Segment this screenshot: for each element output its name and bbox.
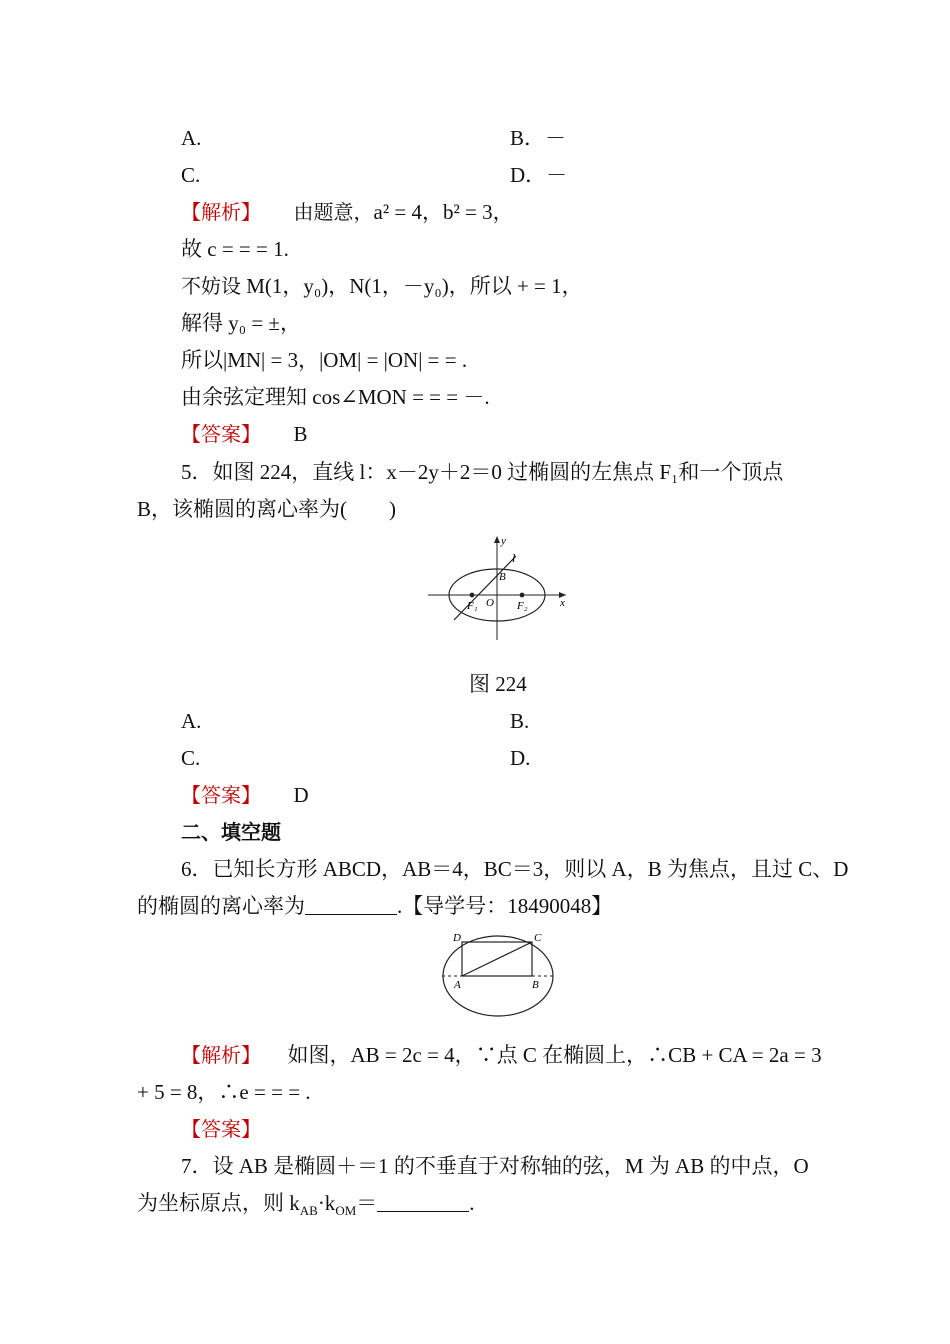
- label-f2: F₂: [517, 600, 528, 612]
- q4-answer: B: [293, 422, 308, 446]
- q4-solution-line-1: [181, 198, 514, 226]
- line-l: [454, 556, 516, 620]
- q5-option-a: A.: [181, 709, 202, 733]
- label-c: C: [534, 932, 542, 944]
- label-d: D: [453, 932, 461, 944]
- label-f1: F₁: [467, 600, 478, 612]
- q4-sol-1-text: 由题意，: [293, 200, 374, 224]
- q6-stem-line-1: 6．已知长方形 ABCD，AB＝4，BC＝3，则以 A，B 为焦点，且过 C、D: [181, 857, 849, 881]
- q7-sub-om: OM: [335, 1203, 357, 1219]
- q7-stem-2-post: ＝: [356, 1191, 378, 1215]
- q4-sol-3-math: M(1，y₀)，N(1，－y₀)，所以 + = 1，: [246, 274, 583, 298]
- q6-solution-line-2: + 5 = 8，∴e = = = .: [137, 1080, 311, 1104]
- q4-sol-1-math: a² = 4，b² = 3，: [373, 200, 514, 224]
- q6-stem-2-pre: 的椭圆的离心率为: [137, 894, 305, 918]
- q4-option-b: B．－: [510, 126, 567, 150]
- q4-jiexi-tag: 【解析】: [181, 200, 261, 224]
- q6-sol-1: 如图，AB = 2c = 4，∵点 C 在椭圆上，∴CB + CA = 2a = 3: [287, 1043, 822, 1067]
- label-a: A: [454, 979, 461, 991]
- focus-f2: [520, 593, 525, 598]
- q4-option-a: A.: [181, 126, 202, 150]
- q4-solution-line-2: 故 c = = = 1.: [181, 237, 289, 261]
- diagonal-ac: [462, 942, 532, 976]
- q4-answer-row: [181, 420, 308, 448]
- q5-option-c: C.: [181, 746, 201, 770]
- q7-answer-blank: [377, 1193, 469, 1212]
- label-l: l: [512, 551, 516, 565]
- q6-answer-tag: 【答案】: [181, 1117, 261, 1141]
- y-axis-arrow: [494, 536, 500, 543]
- q4-solution-line-4: 解得 y₀ = ±，: [181, 311, 301, 335]
- label-x: x: [560, 597, 565, 609]
- label-y: y: [501, 535, 506, 547]
- q4-solution-line-3: [181, 272, 583, 300]
- q5-answer: D: [293, 783, 309, 807]
- q4-answer-tag: 【答案】: [181, 422, 261, 446]
- focus-f1: [470, 593, 475, 598]
- q7-stem-2-pre: 为坐标原点，则 k: [137, 1191, 300, 1215]
- label-b: B: [532, 979, 539, 991]
- q6-jiexi-tag: 【解析】: [181, 1043, 261, 1067]
- q4-sol-3-pre: 不妨设: [181, 274, 241, 298]
- q6-answer-row: [181, 1115, 261, 1143]
- q7-period: .: [469, 1191, 475, 1215]
- q6-stem-line-2: [137, 892, 612, 920]
- q5-stem-line-2: B，该椭圆的离心率为( ): [137, 497, 396, 521]
- q4-option-c: C.: [181, 163, 201, 187]
- q6-rectangle-ellipse-figure: [436, 928, 560, 1020]
- q7-stem-2-mid: ·k: [317, 1191, 336, 1215]
- q7-stem-line-2: [137, 1189, 475, 1225]
- q5-option-d: D.: [510, 746, 531, 770]
- q5-answer-row: [181, 781, 309, 809]
- q5-figure-caption: 图 224: [469, 672, 527, 696]
- q7-stem-line-1: 7．设 AB 是椭圆＋＝1 的不垂直于对称轴的弦，M 为 AB 的中点，O: [181, 1154, 809, 1178]
- q7-sub-ab: AB: [299, 1203, 318, 1219]
- q5-answer-tag: 【答案】: [181, 783, 261, 807]
- label-o: O: [486, 597, 494, 609]
- q5-option-b: B.: [510, 709, 530, 733]
- q4-solution-line-6: 由余弦定理知 cos∠MON = = = －.: [181, 385, 490, 409]
- q6-answer-blank: [305, 896, 397, 915]
- q4-solution-line-5: 所以|MN| = 3，|OM| = |ON| = = .: [181, 348, 468, 372]
- label-b: B: [499, 571, 506, 583]
- q6-stem-2-post: .【导学号：18490048】: [397, 894, 613, 918]
- q4-option-d: D．－: [510, 163, 568, 187]
- q5-stem-line-1: 5．如图 224，直线 l：x－2y＋2＝0 过椭圆的左焦点 F₁和一个顶点: [181, 460, 784, 484]
- q5-ellipse-figure: [420, 532, 580, 644]
- section-title-fill-in: 二、填空题: [181, 820, 281, 844]
- q6-solution-line-1: [181, 1041, 822, 1069]
